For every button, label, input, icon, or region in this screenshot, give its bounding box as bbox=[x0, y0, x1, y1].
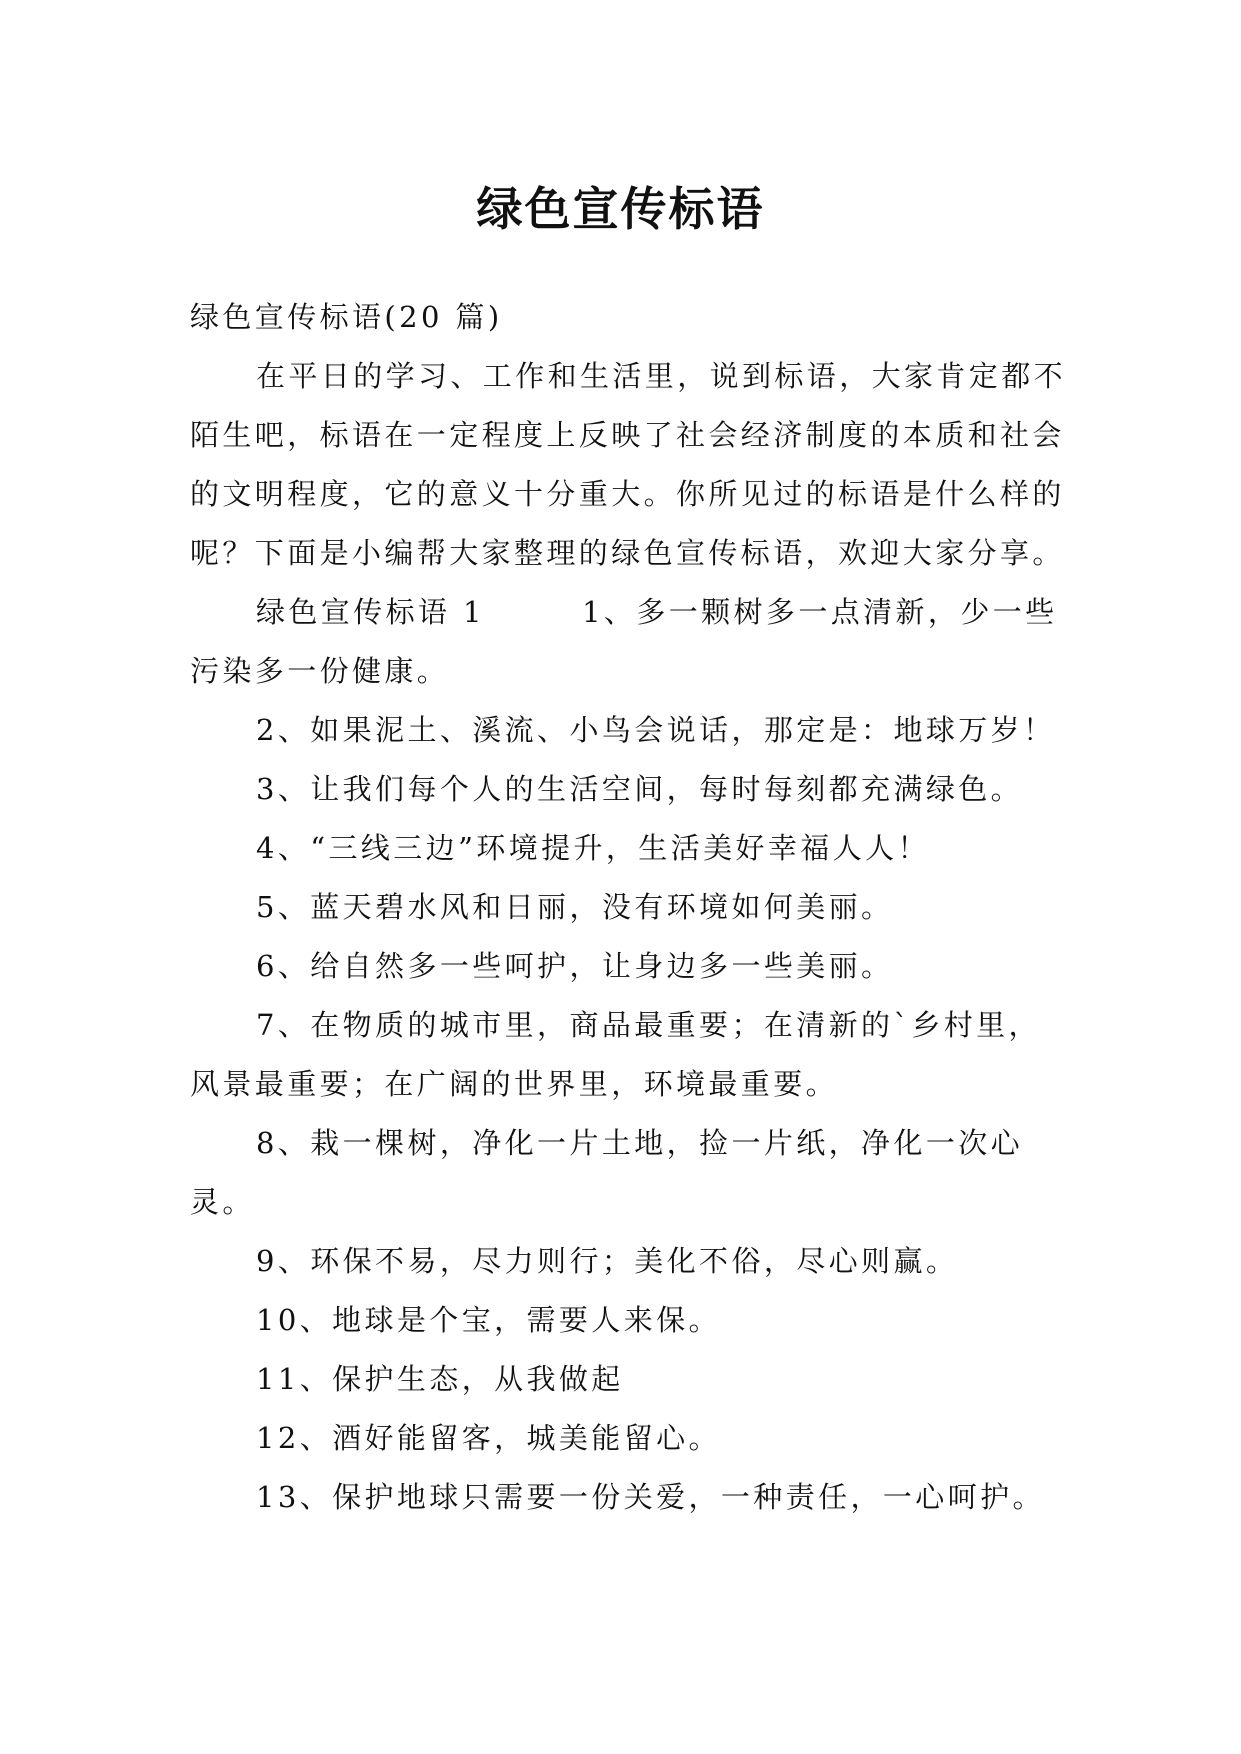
document-body bbox=[190, 288, 1070, 1527]
slogan-item-3: 3、让我们每个人的生活空间，每时每刻都充满绿色。 bbox=[256, 772, 1024, 806]
slogan-item-10: 10、地球是个宝，需要人来保。 bbox=[256, 1303, 721, 1337]
slogan-item-2: 2、如果泥土、溪流、小鸟会说话，那定是：地球万岁！ bbox=[256, 713, 1056, 747]
slogan-item-5: 5、蓝天碧水风和日丽，没有环境如何美丽。 bbox=[256, 890, 894, 924]
intro-paragraph: 在平日的学习、工作和生活里，说到标语，大家肯定都不陌生吧，标语在一定程度上反映了社会经济制度的本质和社会的文明程度，它的意义十分重大。你所见过的标语是什么样的呢？下面是小编帮大家整理的绿色宣传标语，欢迎大家分享。 bbox=[190, 359, 1067, 570]
slogan-item-1: 绿色宣传标语 1 1、多一颗树多一点清新，少一些污染多一份健康。 bbox=[190, 595, 1058, 688]
slogan-item-7: 7、在物质的城市里，商品最重要；在清新的`乡村里，风景最重要；在广阔的世界里，环境最重要。 bbox=[190, 1008, 1041, 1101]
slogan-item-8: 8、栽一棵树，净化一片土地，捡一片纸，净化一次心灵。 bbox=[190, 1126, 1024, 1219]
slogan-item-6: 6、给自然多一些呵护，让身边多一些美丽。 bbox=[256, 949, 894, 983]
page-title: 绿色宣传标语 bbox=[476, 181, 765, 236]
slogan-item-11: 11、保护生态，从我做起 bbox=[256, 1362, 624, 1396]
slogan-item-13: 13、保护地球只需要一份关爱，一种责任，一心呵护。 bbox=[256, 1480, 1045, 1514]
slogan-item-12: 12、酒好能留客，城美能留心。 bbox=[256, 1421, 721, 1455]
slogan-item-4: 4、“三线三边”环境提升，生活美好幸福人人！ bbox=[256, 831, 930, 865]
slogan-item-9: 9、环保不易，尽力则行；美化不俗，尽心则赢。 bbox=[256, 1244, 959, 1278]
document-subtitle: 绿色宣传标语(20 篇) bbox=[190, 300, 503, 334]
